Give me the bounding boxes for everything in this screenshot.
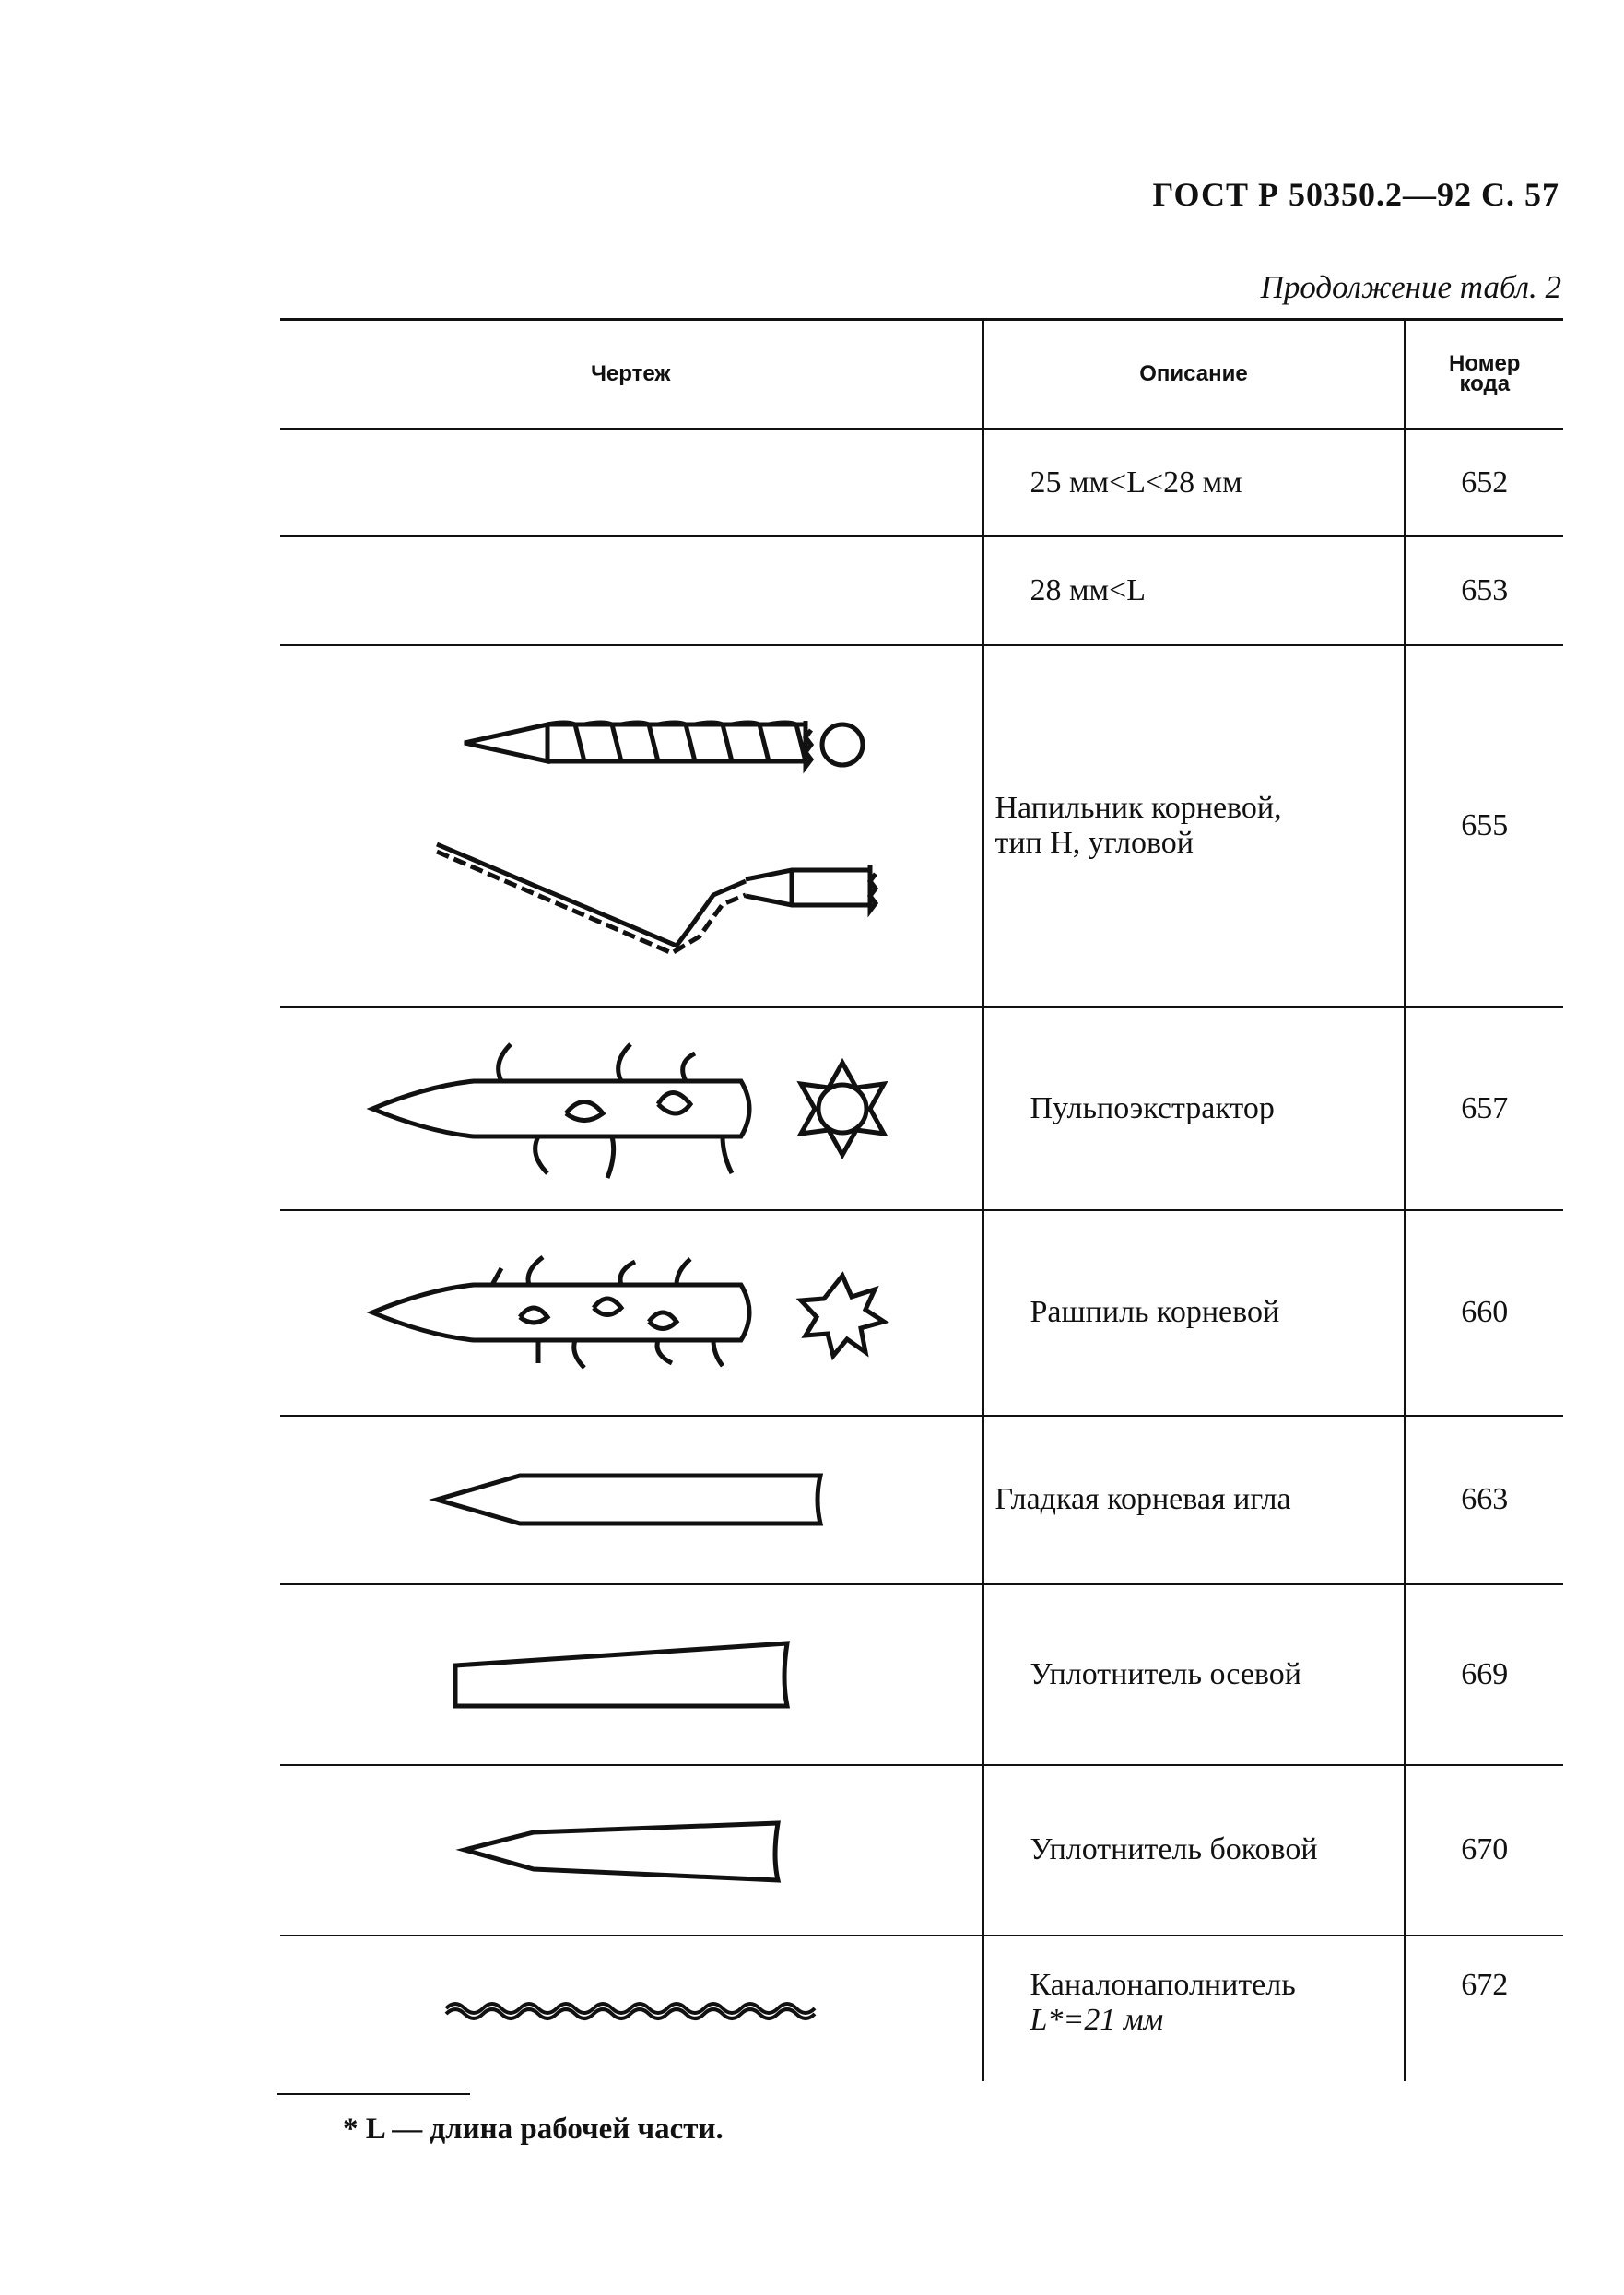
smooth-needle-icon — [437, 1476, 820, 1524]
description-cell: Гладкая корневая игла — [983, 1416, 1405, 1584]
drawing-cell-empty — [280, 430, 983, 536]
column-header-code-line2: кода — [1459, 371, 1511, 396]
description-line2: L*=21 мм — [1030, 2002, 1164, 2037]
description-cell: Рашпиль корневой — [983, 1210, 1405, 1416]
cross-section-circle-icon — [822, 724, 863, 765]
drawing-cell — [280, 1210, 983, 1416]
drawing-cell — [280, 1584, 983, 1765]
root-file-spiral-icon — [465, 721, 811, 767]
table-row — [280, 1416, 1563, 1584]
lateral-spreader-icon — [465, 1823, 778, 1880]
footnote: * L — длина рабочей части. — [343, 2113, 724, 2146]
column-header-drawing: Чертеж — [280, 320, 983, 430]
description-cell: 28 мм<L — [983, 536, 1405, 645]
footnote-divider — [277, 2093, 470, 2095]
table-header-row — [280, 320, 1563, 430]
description-cell: 25 мм<L<28 мм — [983, 430, 1405, 536]
description-cell — [983, 1936, 1405, 2081]
description-cell — [983, 645, 1405, 1007]
description-line1: Каналонаполнитель — [1030, 1967, 1296, 2002]
table-row — [280, 1210, 1563, 1416]
instrument-table — [280, 318, 1563, 2081]
axial-plugger-icon — [455, 1643, 787, 1706]
drawing-cell-empty — [280, 536, 983, 645]
canal-filler-wavy-icon — [446, 2004, 815, 2018]
table-row — [280, 1584, 1563, 1765]
drawing-cell — [280, 1765, 983, 1936]
pulp-extractor-icon — [372, 1044, 749, 1178]
table-row — [280, 1007, 1563, 1210]
page-header: ГОСТ Р 50350.2—92 С. 57 — [1152, 176, 1559, 213]
code-cell: 663 — [1405, 1416, 1563, 1584]
lateral-spreader-drawing — [446, 1808, 815, 1891]
table-row — [280, 430, 1563, 536]
drawing-cell — [280, 1416, 983, 1584]
code-cell: 670 — [1405, 1765, 1563, 1936]
table-row — [280, 536, 1563, 645]
column-header-code — [1405, 320, 1563, 430]
smooth-needle-drawing — [409, 1463, 852, 1536]
pulp-extractor-drawing — [354, 1030, 907, 1187]
root-rasp-drawing — [354, 1243, 907, 1382]
description-cell: Пульпоэкстрактор — [983, 1007, 1405, 1210]
code-cell: 652 — [1405, 430, 1563, 536]
angled-file-handle-icon — [437, 844, 876, 953]
code-cell: 660 — [1405, 1210, 1563, 1416]
description-cell: Уплотнитель осевой — [983, 1584, 1405, 1765]
table-continuation-label: Продолжение табл. 2 — [1260, 269, 1561, 305]
table-row — [280, 645, 1563, 1007]
code-cell: 653 — [1405, 536, 1563, 645]
root-file-drawing — [372, 688, 888, 964]
table-row — [280, 1936, 1563, 2081]
code-cell: 655 — [1405, 645, 1563, 1007]
description-line1: Напильник корневой, — [994, 791, 1282, 825]
axial-plugger-drawing — [437, 1629, 824, 1721]
star-section-icon — [801, 1063, 884, 1155]
drawing-cell — [280, 645, 983, 1007]
drawing-cell — [280, 1007, 983, 1210]
column-header-description: Описание — [983, 320, 1405, 430]
code-cell: 669 — [1405, 1584, 1563, 1765]
canal-filler-drawing — [437, 1981, 824, 2036]
description-cell: Уплотнитель боковой — [983, 1765, 1405, 1936]
code-cell: 657 — [1405, 1007, 1563, 1210]
star-section-icon — [801, 1276, 884, 1356]
root-rasp-icon — [372, 1257, 749, 1368]
code-cell: 672 — [1405, 1936, 1563, 2081]
table-row — [280, 1765, 1563, 1936]
drawing-cell — [280, 1936, 983, 2081]
column-header-code-line1: Номер — [1449, 351, 1521, 376]
description-line2: тип Н, угловой — [994, 826, 1194, 860]
